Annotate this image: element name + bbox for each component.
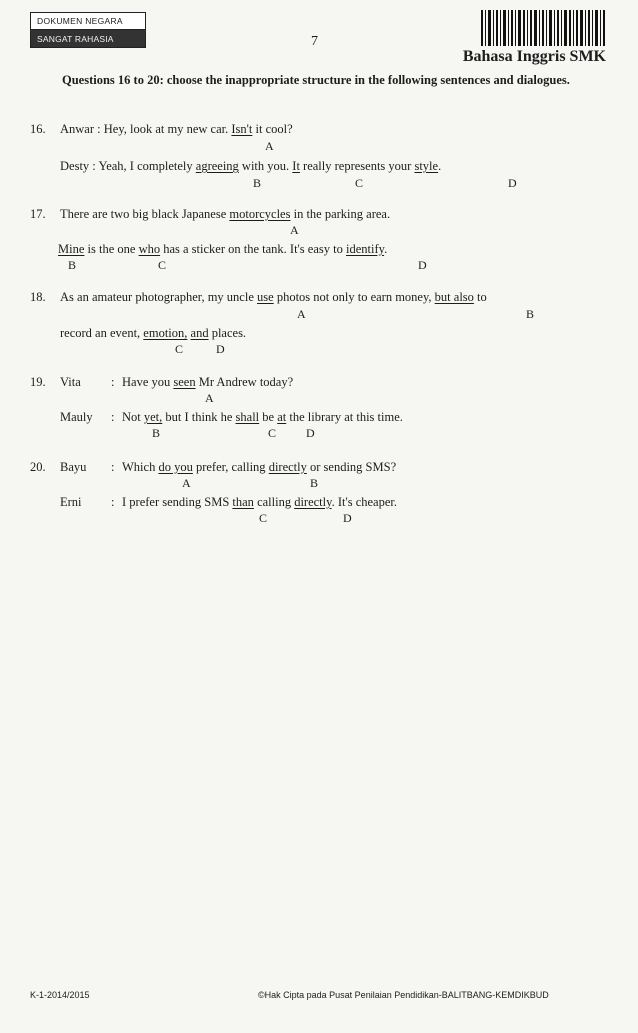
sentence-text: Have you [122,375,174,389]
option-text-d: identify [345,242,385,256]
sentence-text: Mr Andrew today? [195,375,294,389]
option-text-b: agreeing [195,159,239,173]
sentence-text: I prefer sending SMS [122,495,233,509]
q19-line-1 [122,375,293,390]
option-text-b: directly [268,460,307,474]
sentence-text: . [384,242,388,256]
q18-line-2 [60,326,246,341]
sentence-text: be [259,410,278,424]
footer-code: K-1-2014/2015 [30,990,90,1000]
sentence-text: . It's cheaper. [331,495,397,509]
q19-colon-2: : [111,410,115,424]
option-text-c: emotion, [143,326,188,340]
q17-line-1 [60,207,390,222]
instructions: Questions 16 to 20: choose the inappropriate structure in the following sentences and dialogues. [62,73,570,87]
q19-speaker-1: Vita [60,375,81,389]
q16-line-1 [60,122,293,137]
option-label-c: C [268,426,277,440]
option-text-a: motorcycles [229,207,291,221]
option-label-a: A [182,476,191,490]
option-text-b: Mine [58,242,85,256]
confidential-stamp [30,12,146,48]
sentence-text: Not [122,410,144,424]
sentence-text: has a sticker on the tank. It's easy to [160,242,346,256]
option-text-a: do you [158,460,193,474]
option-label-c: C [175,342,184,356]
option-label-b: B [68,258,77,272]
question-number-16: 16. [30,122,46,136]
option-label-a: A [265,139,274,153]
q18-line-1 [60,290,487,305]
q16-line-2 [60,159,441,174]
sentence-text: . [438,159,442,173]
sentence-text: photos not only to earn money, [273,290,435,304]
option-text-d: and [190,326,209,340]
option-text-a: use [257,290,274,304]
sentence-text: to [473,290,487,304]
question-number-17: 17. [30,207,46,221]
option-label-d: D [418,258,427,272]
option-label-c: C [259,511,268,525]
option-text-d: directly [294,495,332,509]
option-text-c: shall [235,410,260,424]
sentence-text: but I think he [162,410,236,424]
option-label-b: B [253,176,262,190]
sentence-text: Which [122,460,159,474]
q20-speaker-2: Erni [60,495,82,509]
option-label-a: A [297,307,306,321]
sentence-text: or sending SMS? [306,460,397,474]
option-label-a: A [290,223,299,237]
sentence-text: is the one [84,242,139,256]
question-number-18: 18. [30,290,46,304]
barcode-icon [480,10,606,46]
q20-speaker-1: Bayu [60,460,87,474]
q20-colon-1: : [111,460,115,474]
option-text-a: seen [173,375,196,389]
speaker: Desty : [60,159,96,173]
sentence-text: record an event, [60,326,144,340]
q20-line-2 [122,495,397,510]
option-text-c: who [138,242,161,256]
option-text-c: It [292,159,300,173]
sentence-text: with you. [238,159,293,173]
speaker: Anwar : [60,122,101,136]
question-number-20: 20. [30,460,46,474]
subject-title: Bahasa Inggris SMK [462,48,606,65]
sentence-text: in the parking area. [290,207,391,221]
option-text-a: Isn't [231,122,253,136]
sentence-text: There are two big black Japanese [60,207,230,221]
option-text-c: than [232,495,254,509]
option-label-b: B [526,307,535,321]
sentence-text: really represents your [299,159,415,173]
sentence-text: the library at this time. [286,410,403,424]
page-number: 7 [311,34,318,49]
option-label-b: B [310,476,319,490]
stamp-bottom-text: SANGAT RAHASIA [31,30,145,47]
q19-colon-1: : [111,375,115,389]
option-label-c: C [158,258,167,272]
option-text-b: but also [434,290,474,304]
sentence-text: it cool? [252,122,293,136]
option-label-d: D [216,342,225,356]
option-label-a: A [205,391,214,405]
option-label-d: D [508,176,517,190]
option-label-d: D [306,426,315,440]
question-number-19: 19. [30,375,46,389]
sentence-text: Hey, look at my new car. [103,122,232,136]
option-label-b: B [152,426,161,440]
sentence-text: places. [208,326,247,340]
option-text-b: yet, [143,410,163,424]
sentence-text: prefer, calling [192,460,269,474]
sentence-text: Yeah, I completely [98,159,196,173]
q20-line-1 [122,460,396,475]
option-label-d: D [343,511,352,525]
q17-line-2 [58,242,387,257]
option-text-d: style [414,159,439,173]
q20-colon-2: : [111,495,115,509]
stamp-top-text: DOKUMEN NEGARA [31,13,145,30]
q19-line-2 [122,410,403,425]
sentence-text: As an amateur photographer, my uncle [60,290,258,304]
q19-speaker-2: Mauly [60,410,93,424]
option-text-d: at [277,410,287,424]
option-label-c: C [355,176,364,190]
sentence-text: calling [253,495,295,509]
footer-copyright: ©Hak Cipta pada Pusat Penilaian Pendidikan-BALITBANG-KEMDIKBUD [258,990,549,1000]
